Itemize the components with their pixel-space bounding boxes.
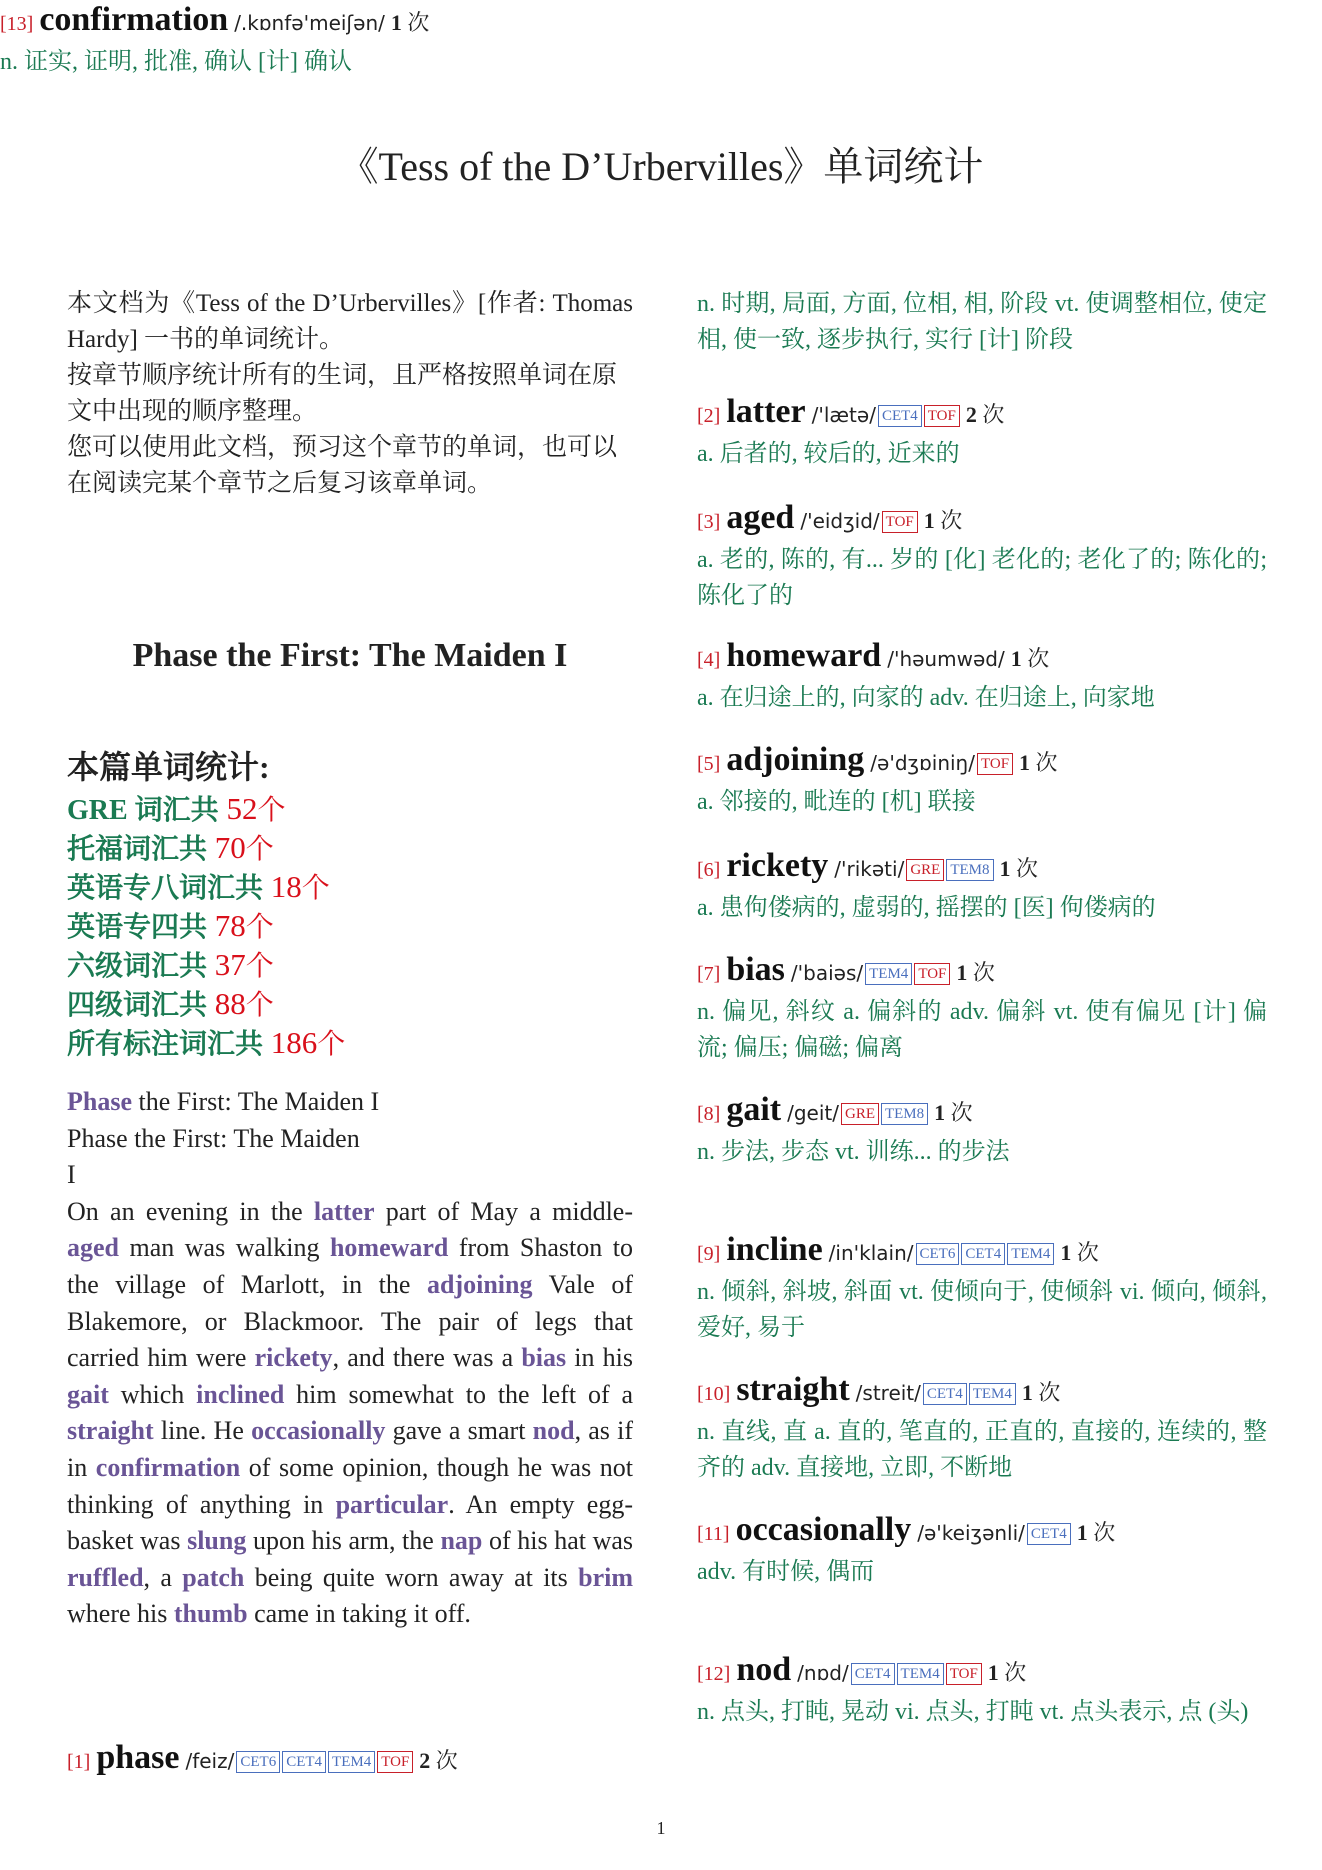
stat-label: 英语专八词汇共 <box>67 873 264 904</box>
entry-word: rickety <box>726 847 829 884</box>
entry-phonetic: /geit/ <box>787 1101 839 1125</box>
entry-count: 1 次 <box>923 508 963 533</box>
entry-head <box>697 950 1267 994</box>
entry-head <box>697 1650 1267 1694</box>
intro-text <box>67 286 633 502</box>
entry-count: 1 次 <box>1019 750 1058 775</box>
entry-index: [5] <box>697 753 721 775</box>
entry-definition: adv. 有时候, 偶而 <box>697 1559 875 1585</box>
entry-phonetic: /feiz/ <box>185 1749 235 1773</box>
highlighted-word: gait <box>67 1379 109 1409</box>
exam-tag: CET4 <box>851 1663 895 1685</box>
entry-head <box>697 1510 1267 1554</box>
glossary-entry <box>697 498 1267 614</box>
entry-index: [6] <box>697 859 721 881</box>
highlighted-word: thumb <box>173 1599 248 1629</box>
exam-tag: TEM4 <box>969 1383 1016 1405</box>
glossary-entry <box>0 0 570 80</box>
highlighted-word: confirmation <box>95 1452 241 1482</box>
exam-tag: GRE <box>841 1103 879 1125</box>
entry-word: phase <box>96 1739 180 1776</box>
stat-label: 四级词汇共 <box>67 990 208 1021</box>
entry-head <box>697 636 1267 680</box>
intro-paragraph: 您可以使用此文档，预习这个章节的单词，也可以在阅读完某个章节之后复习该章单词。 <box>67 434 618 497</box>
entry-word: bias <box>726 951 785 988</box>
stat-row <box>67 985 345 1024</box>
highlighted-word: rickety <box>254 1343 333 1373</box>
highlighted-word: brim <box>578 1562 633 1592</box>
chapter-heading: Phase the First: The Maiden I <box>132 637 568 674</box>
exam-tag: CET4 <box>878 405 922 427</box>
entry-head <box>697 392 1267 436</box>
stat-count: 70 <box>207 830 246 865</box>
entry-index: [1] <box>67 1751 91 1773</box>
entry-head <box>67 1738 633 1782</box>
entry-index: [2] <box>697 405 721 427</box>
entry-count: 1 次 <box>1021 1380 1061 1405</box>
entry-phonetic: /in'klain/ <box>828 1241 914 1265</box>
entry-phonetic: /nɒd/ <box>797 1661 849 1685</box>
glossary-entry <box>697 846 1267 926</box>
highlighted-word: inclined <box>196 1379 285 1409</box>
stat-count: 78 <box>207 908 246 943</box>
entry-phonetic: /'lætə/ <box>811 403 876 427</box>
entry-count: 1 次 <box>987 1660 1027 1685</box>
intro-paragraph: 按章节顺序统计所有的生词，且严格按照单词在原文中出现的顺序整理。 <box>67 362 618 425</box>
entry-phonetic: /streit/ <box>855 1381 921 1405</box>
entry-phonetic: /.kɒnfə'meiʃən/ <box>234 11 385 35</box>
stat-count: 88 <box>207 986 246 1021</box>
entry-count: 1 次 <box>999 856 1039 881</box>
exam-tag: CET6 <box>236 1751 280 1773</box>
entry-head <box>697 498 1267 542</box>
stat-unit: 个 <box>245 990 274 1021</box>
glossary-entry <box>697 1370 1267 1486</box>
stat-label: 六级词汇共 <box>67 951 208 982</box>
entry-head <box>697 1230 1267 1274</box>
stat-count: 52 <box>218 791 258 826</box>
highlighted-word: latter <box>313 1196 375 1226</box>
entry-phonetic: /'həumwəd/ <box>887 647 1005 671</box>
entry-count: 2 次 <box>965 402 1005 427</box>
exam-tag: CET4 <box>923 1383 967 1405</box>
exam-tag: TEM4 <box>328 1751 375 1773</box>
stat-unit: 个 <box>245 951 274 982</box>
entry-phonetic: /ə'keiʒənli/ <box>917 1521 1025 1545</box>
stat-row <box>67 907 345 946</box>
highlighted-word: aged <box>67 1233 119 1263</box>
chapter-text: Phase the First: The Maiden I Phase the First: The Maiden I On an evening in the latter part of May a middle-aged man was walking homeward from Shaston to the village of Marlott, in the adjoining Vale of Blakemore, or Blackmoor. The pair of legs that carried him were rickety, and there was a bias in his gait which inclined him somewhat to the left of a straight line. He occasionally gave a smart nod, as if in confirmation of some opinion, though he was not thinking of anything in particular. An empty egg-basket was slung upon his arm, the nap of his hat was ruffled, a patch being quite worn away at its brim where his thumb came in taking it off. <box>67 1087 634 1629</box>
entry-definition: a. 患佝偻病的, 虚弱的, 摇摆的 [医] 佝偻病的 <box>697 895 1156 921</box>
glossary-entry <box>697 1090 1267 1170</box>
exam-tag: TOF <box>977 753 1013 775</box>
glossary-entry <box>697 392 1267 472</box>
stat-row <box>67 946 345 985</box>
exam-tag: TEM4 <box>865 963 912 985</box>
entry-count: 1 次 <box>934 1100 973 1125</box>
exam-tag: TEM8 <box>881 1103 928 1125</box>
stat-count: 18 <box>263 869 302 904</box>
entry-word: incline <box>726 1231 823 1268</box>
exam-tag: CET4 <box>961 1243 1005 1265</box>
exam-tag: TOF <box>946 1663 982 1685</box>
entry-definition: n. 倾斜, 斜坡, 斜面 vt. 使倾向于, 使倾斜 vi. 倾向, 倾斜, 爱好, 易于 <box>697 1279 1267 1341</box>
exam-tag: TEM8 <box>946 859 993 881</box>
highlighted-word: straight <box>67 1416 154 1446</box>
entry-definition: n. 偏见, 斜纹 a. 偏斜的 adv. 偏斜 vt. 使有偏见 [计] 偏流; 偏压; 偏磁; 偏离 <box>697 999 1267 1061</box>
stat-row <box>67 868 345 907</box>
entry-head <box>697 740 1267 784</box>
stat-unit: 个 <box>245 834 274 865</box>
entry-definition: a. 老的, 陈的, 有... 岁的 [化] 老化的; 老化了的; 陈化的; 陈化了的 <box>697 547 1267 609</box>
entry-word: homeward <box>726 637 882 674</box>
stats-title: 本篇单词统计: <box>67 749 270 785</box>
entry-index: [12] <box>697 1663 731 1685</box>
document-title: 《Tess of the D’Urbervilles》单词统计 <box>338 144 984 189</box>
entry-count: 2 次 <box>419 1748 458 1773</box>
stat-count: 186 <box>263 1025 318 1060</box>
glossary-entry <box>697 636 1267 716</box>
entry-count: 1 次 <box>1010 646 1050 671</box>
stat-count: 37 <box>207 947 246 982</box>
entry-index: [11] <box>697 1523 730 1545</box>
entry-phonetic: /'eidʒid/ <box>800 509 880 533</box>
entry-word: adjoining <box>726 741 865 778</box>
highlighted-word: bias <box>521 1343 567 1373</box>
exam-tag: GRE <box>906 859 944 881</box>
highlighted-word: patch <box>182 1562 245 1592</box>
entry-index: [9] <box>697 1243 721 1265</box>
exam-tag: CET4 <box>1027 1523 1071 1545</box>
entry-phonetic: /ə'dʒɒiniŋ/ <box>870 751 975 775</box>
exam-tag: TEM4 <box>1007 1243 1054 1265</box>
stat-unit: 个 <box>301 873 330 904</box>
stat-row <box>67 829 345 868</box>
entry-word: latter <box>726 393 806 430</box>
stat-unit: 个 <box>257 795 286 826</box>
highlighted-word: ruffled <box>67 1562 144 1592</box>
intro-paragraph: 本文档为《Tess of the D’Urbervilles》[作者: Thomas Hardy] 一书的单词统计。 <box>67 290 633 353</box>
stat-unit: 个 <box>317 1029 346 1060</box>
entry-phonetic: /'baiəs/ <box>790 961 864 985</box>
entry-definition: n. 证实, 证明, 批准, 确认 [计] 确认 <box>0 49 352 75</box>
entry-word: confirmation <box>39 1 229 38</box>
stat-label: 托福词汇共 <box>67 834 208 865</box>
glossary-entry <box>697 950 1267 1066</box>
exam-tag: TOF <box>882 511 918 533</box>
stat-label: GRE 词汇共 <box>67 795 219 826</box>
highlighted-word: homeward <box>329 1233 449 1263</box>
highlighted-word: particular <box>335 1489 449 1519</box>
glossary-entry <box>697 1650 1267 1730</box>
entry-word: nod <box>736 1651 792 1688</box>
glossary-entry <box>67 1738 633 1782</box>
exam-tag: TOF <box>924 405 960 427</box>
entry-count: 1 次 <box>956 960 995 985</box>
exam-tag: TOF <box>377 1751 413 1773</box>
entry-word: gait <box>726 1091 782 1128</box>
highlighted-word: Phase <box>67 1087 132 1116</box>
highlighted-word: slung <box>187 1526 247 1556</box>
highlighted-word: adjoining <box>427 1269 533 1299</box>
entry-index: [3] <box>697 511 721 533</box>
entry-head <box>697 846 1267 890</box>
entry-definition: n. 时期, 局面, 方面, 位相, 相, 阶段 vt. 使调整相位, 使定相, 使一致, 逐步执行, 实行 [计] 阶段 <box>697 291 1267 353</box>
entry-index: [8] <box>697 1103 721 1125</box>
glossary-entry <box>697 1510 1267 1590</box>
highlighted-word: nod <box>532 1416 575 1446</box>
exam-tag: CET6 <box>916 1243 960 1265</box>
entry-definition: n. 点头, 打盹, 晃动 vi. 点头, 打盹 vt. 点头表示, 点 (头) <box>697 1699 1249 1725</box>
entry-index: [13] <box>0 13 34 35</box>
entry-definition: a. 后者的, 较后的, 近来的 <box>697 441 960 467</box>
stat-row <box>67 790 345 829</box>
exam-tag: TOF <box>914 963 950 985</box>
entry-index: [10] <box>697 1383 731 1405</box>
exam-tag: TEM4 <box>897 1663 944 1685</box>
stat-label: 所有标注词汇共 <box>67 1029 264 1060</box>
stat-label: 英语专四共 <box>67 912 208 943</box>
entry-word: aged <box>726 499 795 536</box>
entry-definition: a. 邻接的, 毗连的 [机] 联接 <box>697 789 976 815</box>
glossary-entry <box>697 740 1267 820</box>
highlighted-word: occasionally <box>251 1416 386 1446</box>
entry-definition: n. 直线, 直 a. 直的, 笔直的, 正直的, 直接的, 连续的, 整齐的 adv. 直接地, 立即, 不断地 <box>697 1419 1267 1481</box>
entry-count: 1 次 <box>1060 1240 1099 1265</box>
entry-count: 1 次 <box>1076 1520 1116 1545</box>
entry-head <box>697 1370 1267 1414</box>
page-number: 1 <box>656 1818 666 1838</box>
glossary-entry <box>697 1230 1267 1346</box>
entry-definition: a. 在归途上的, 向家的 adv. 在归途上, 向家地 <box>697 685 1155 711</box>
entry-index: [4] <box>697 649 721 671</box>
entry-word: straight <box>736 1371 850 1408</box>
entry-count: 1 次 <box>390 10 430 35</box>
entry-index: [7] <box>697 963 721 985</box>
entry-phonetic: /'rikəti/ <box>834 857 905 881</box>
glossary-entry <box>697 286 1267 358</box>
stat-unit: 个 <box>245 912 274 943</box>
stats-list <box>67 790 345 1063</box>
highlighted-word: nap <box>440 1526 483 1556</box>
entry-head <box>697 1090 1267 1134</box>
entry-word: occasionally <box>735 1511 912 1548</box>
entry-definition: n. 步法, 步态 vt. 训练... 的步法 <box>697 1139 1010 1165</box>
exam-tag: CET4 <box>282 1751 326 1773</box>
stat-row <box>67 1024 345 1063</box>
entry-head <box>0 0 570 44</box>
